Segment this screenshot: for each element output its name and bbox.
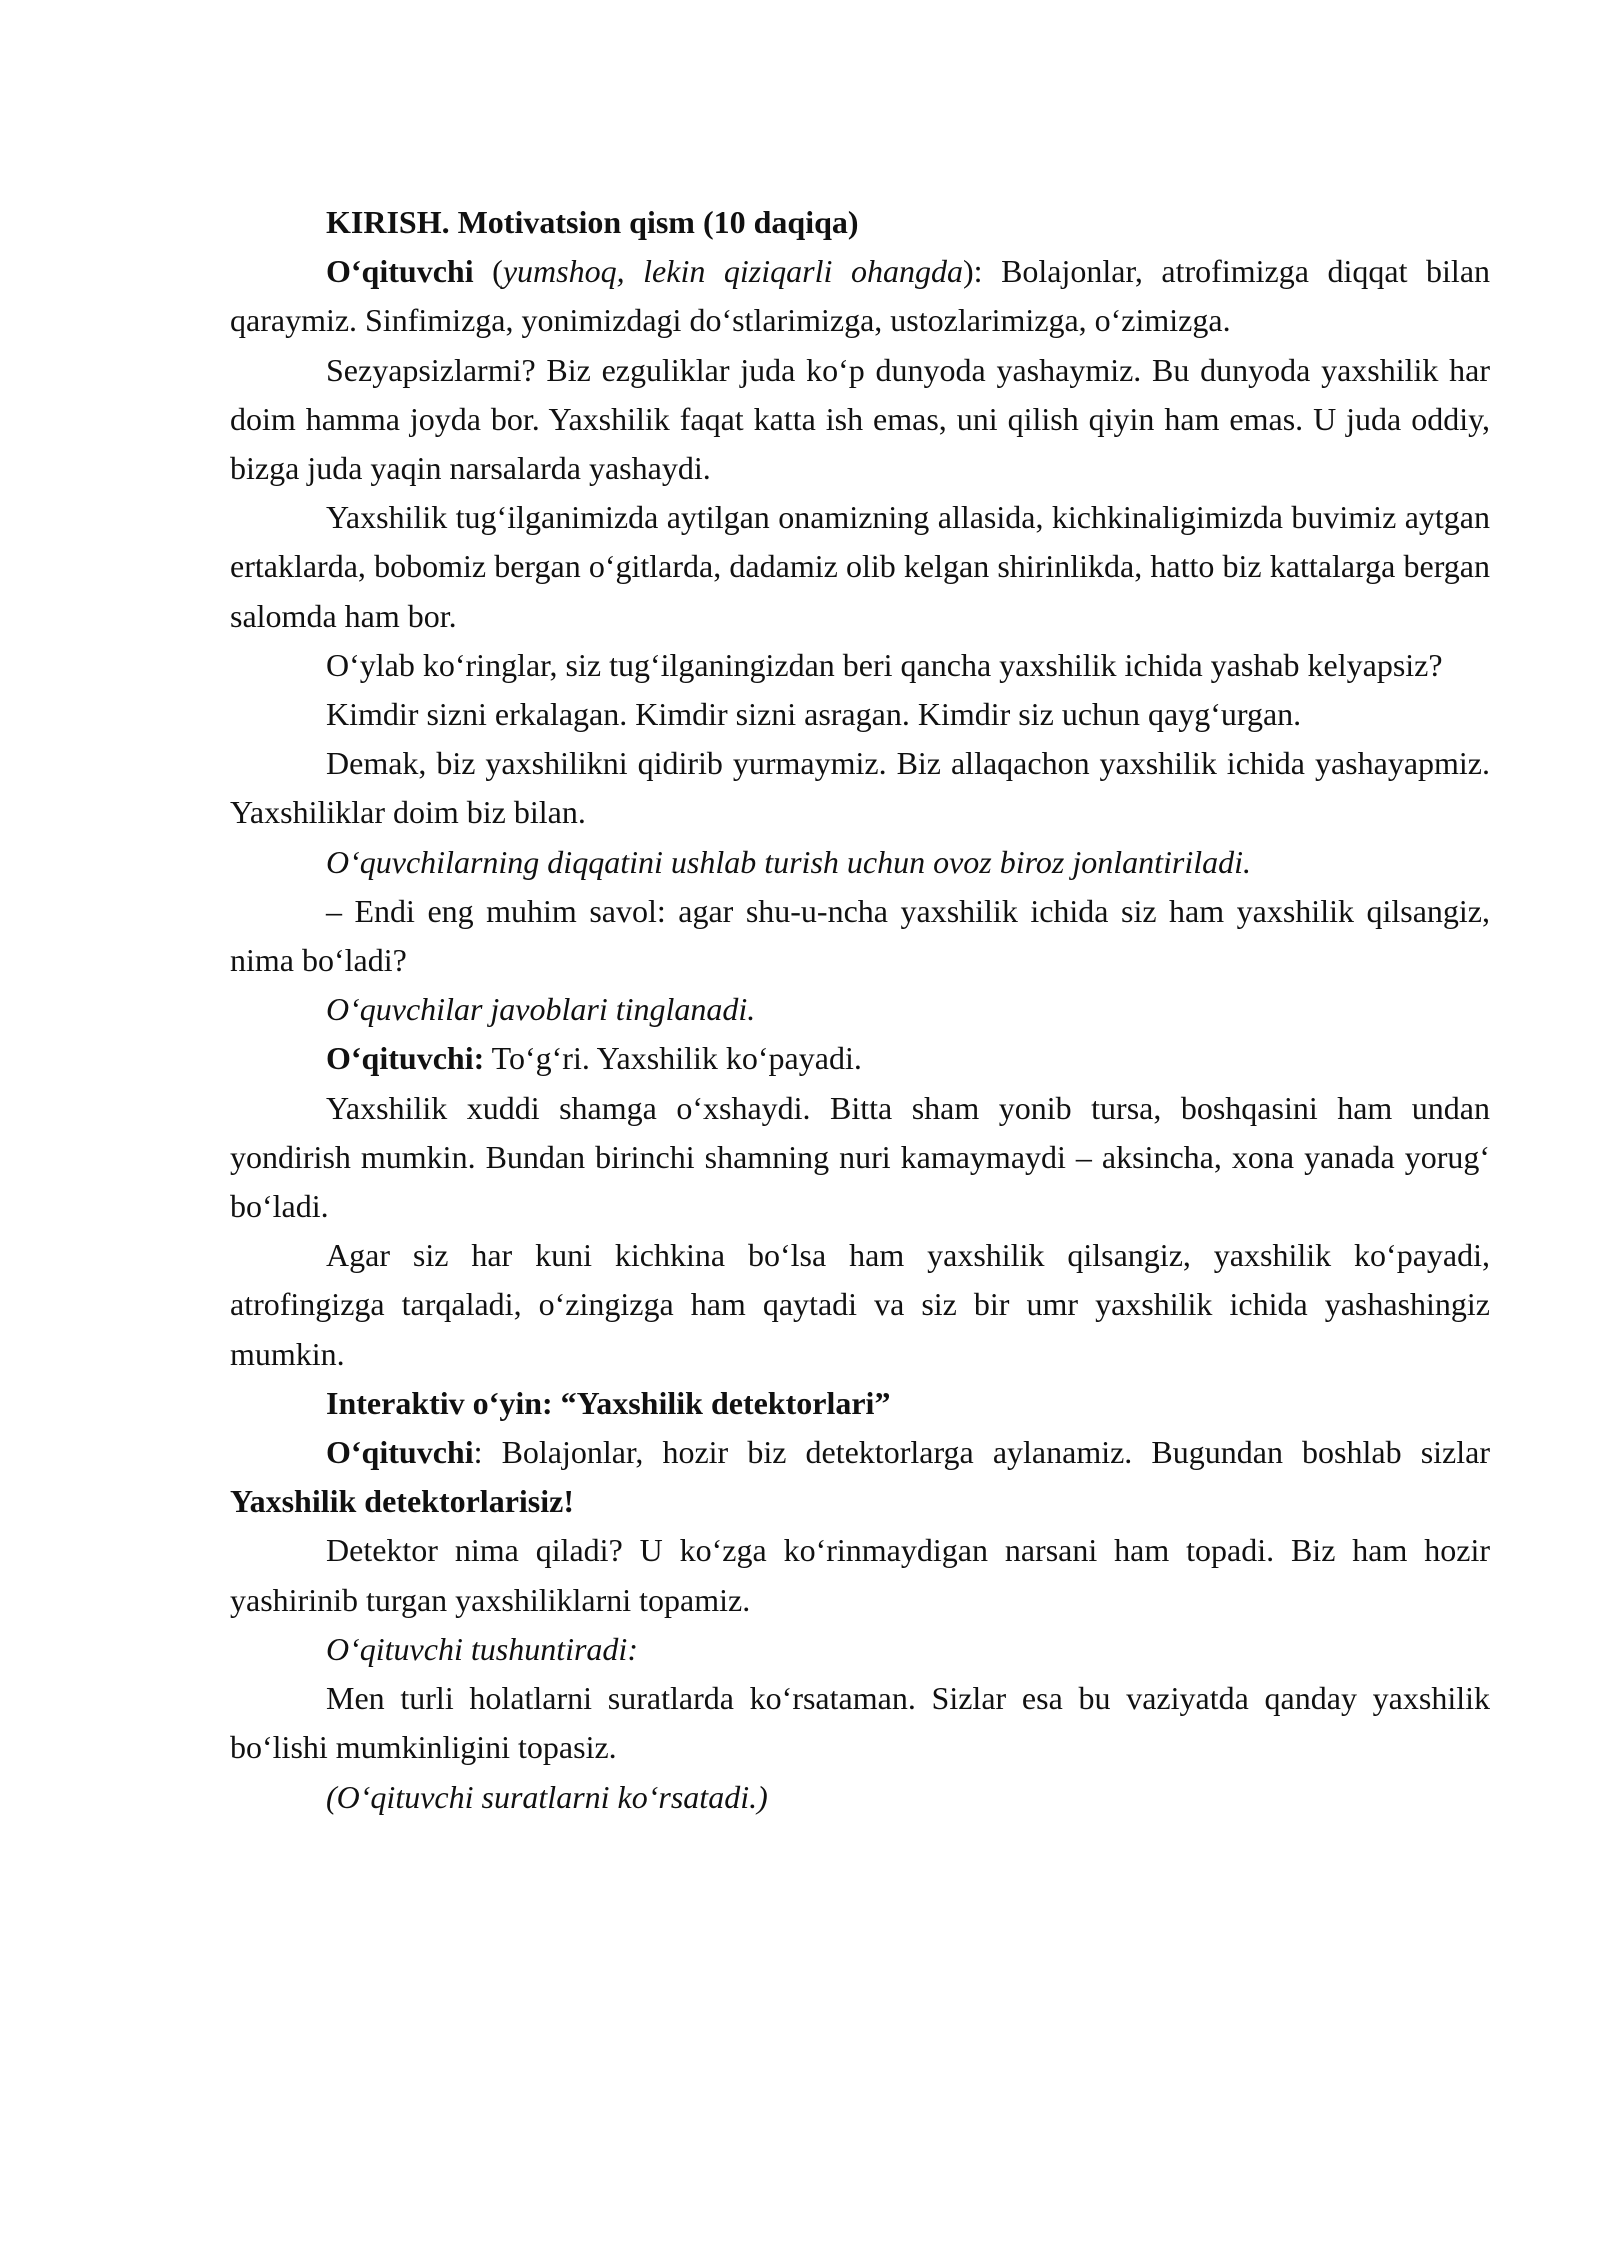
paragraph: Sezyapsizlarmi? Biz ezguliklar juda ko‘p dunyoda yashaymiz. Bu dunyoda yaxshilik har doim hamma joyda bor. Yaxshilik faqat katta ish emas, uni qilish qiyin ham emas. U juda oddiy, bizga juda yaqin narsalarda yashaydi. <box>230 351 1490 487</box>
section-title <box>230 198 1490 247</box>
paragraph-question: – Endi eng muhim savol: agar shu-u-ncha yaxshilik ichida siz ham yaxshilik qilsangiz, nima bo‘ladi? <box>230 892 1490 979</box>
paragraph: Demak, biz yaxshilikni qidirib yurmaymiz. Biz allaqachon yaxshilik ichida yashayapmiz. Yaxshiliklar doim biz bilan. <box>230 745 1490 831</box>
paragraph-teacher-game <box>230 1428 1490 1526</box>
speaker-label: O‘qituvchi <box>326 253 474 290</box>
paragraph: Agar siz har kuni kichkina bo‘lsa ham yaxshilik qilsangiz, yaxshilik ko‘payadi, atrofingizga tarqaladi, o‘zingizga ham qaytadi va siz bir umr yaxshilik ichida yashashingiz mumkin. <box>230 1237 1490 1372</box>
italic-note <box>230 1625 1490 1674</box>
italic-note-text: O‘quvchilarning diqqatini ushlab turish uchun ovoz biroz jonlantiriladi. <box>326 843 1252 880</box>
italic-note-text: O‘quvchilar javoblari tinglanadi. <box>326 991 756 1028</box>
paragraph-teacher-reply <box>230 1034 1490 1083</box>
section-title-text: KIRISH. Motivatsion qism (10 daqiqa) <box>326 204 859 240</box>
bold-phrase: Yaxshilik detektorlarisiz! <box>230 1483 574 1520</box>
speaker-label: O‘qituvchi <box>326 1434 474 1471</box>
speaker-label: O‘qituvchi: <box>326 1040 485 1077</box>
paragraph-text: ): Bolajonlar, atrofimizga diqqat bilan qaraymiz. Sinfimizga, yonimizdagi do‘stlarimizga, ustozlarimizga, o‘zimizga. <box>230 253 1491 339</box>
italic-note <box>230 985 1490 1034</box>
section-heading-text: Interaktiv o‘yin: “Yaxshilik detektorlari” <box>326 1384 891 1421</box>
section-heading <box>230 1379 1490 1428</box>
paragraph: Yaxshilik tug‘ilganimizda aytilgan onamizning allasida, kichkinaligimizda buvimiz aytgan ertaklarda, bobomiz bergan o‘gitlarda, dadamiz olib kelgan shirinlikda, hatto biz kattalarga bergan salomda ham bor. <box>230 499 1490 634</box>
italic-note <box>230 838 1490 887</box>
paragraph: Yaxshilik xuddi shamga o‘xshaydi. Bitta sham yonib tursa, boshqasini ham undan yondirish mumkin. Bundan birinchi shamning nuri kamaymaydi – aksincha, xona yanada yorug‘ bo‘ladi. <box>230 1089 1490 1225</box>
italic-note <box>230 1773 1490 1822</box>
paragraph: Men turli holatlarni suratlarda ko‘rsataman. Sizlar esa bu vaziyatda qanday yaxshilik bo‘lishi mumkinligini topasiz. <box>230 1680 1490 1766</box>
stage-direction: yumshoq, lekin qiziqarli ohangda <box>502 253 963 290</box>
paragraph: O‘ylab ko‘ringlar, siz tug‘ilganingizdan beri qancha yaxshilik ichida yashab kelyapsiz? <box>326 646 1443 683</box>
italic-note-text: O‘qituvchi tushuntiradi: <box>326 1630 638 1667</box>
paragraph: Kimdir sizni erkalagan. Kimdir sizni asragan. Kimdir siz uchun qayg‘urgan. <box>326 696 1302 733</box>
paragraph-text: : Bolajonlar, hozir biz detektorlarga aylanamiz. Bugundan boshlab sizlar <box>473 1434 1490 1471</box>
paragraph-text: To‘g‘ri. Yaxshilik ko‘payadi. <box>484 1040 862 1077</box>
document-body <box>230 198 1490 1822</box>
paragraph-teacher-intro <box>230 247 1490 345</box>
italic-note-text: (O‘qituvchi suratlarni ko‘rsatadi.) <box>326 1778 768 1815</box>
paragraph: Detektor nima qiladi? U ko‘zga ko‘rinmaydigan narsani ham topadi. Biz ham hozir yashirinib turgan yaxshiliklarni topamiz. <box>230 1532 1490 1618</box>
stage-direction-open: ( <box>473 253 503 290</box>
